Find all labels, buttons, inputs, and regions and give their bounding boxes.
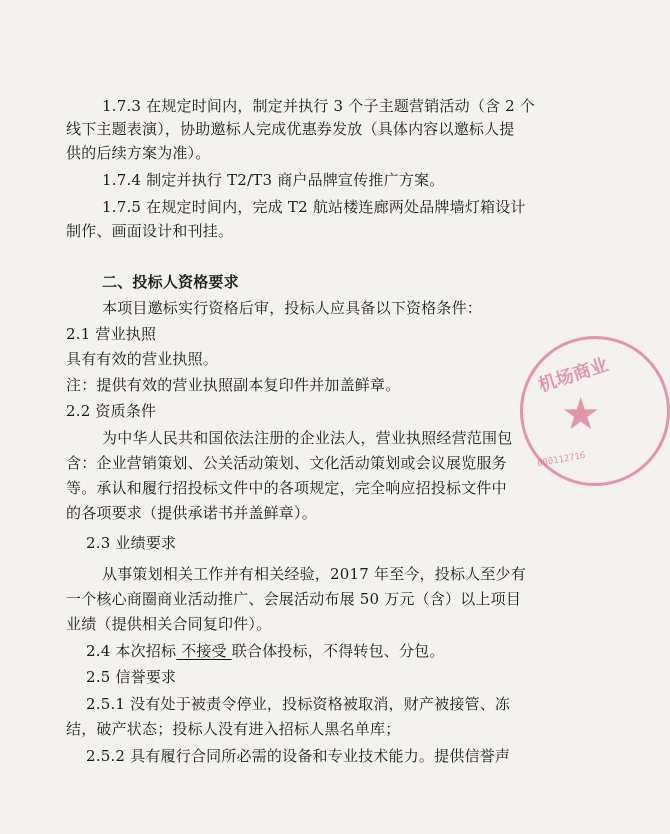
seal-star-icon: ★ xyxy=(561,389,601,440)
seal-text: 机场商业 xyxy=(535,354,611,397)
text-line: 制作、画面设计和刊挂。 xyxy=(66,222,234,240)
text-line: 结，破产状态；投标人没有进入招标人黑名单库； xyxy=(66,720,401,738)
section-heading: 二、投标人资格要求 xyxy=(102,273,239,291)
text-line: 1.7.4 制定并执行 T2/T3 商户品牌宣传推广方案。 xyxy=(102,171,445,189)
text-line: 业绩（提供相关合同复印件）。 xyxy=(66,615,272,633)
text-line: 供的后续方案为准）。 xyxy=(66,144,211,162)
text-line: 具有有效的营业执照。 xyxy=(66,350,219,368)
text-line: 为中华人民共和国依法注册的企业法人，营业执照经营范围包 xyxy=(102,429,513,447)
text-line: 1.7.3 在规定时间内，制定并执行 3 个子主题营销活动（含 2 个 xyxy=(102,97,536,115)
text-line: 的各项要求（提供承诺书并盖鲜章）。 xyxy=(66,504,317,522)
text-line: 2.2 资质条件 xyxy=(66,402,157,420)
text-line: 从事策划相关工作并有相关经验，2017 年至今，投标人至少有 xyxy=(102,565,526,583)
text-line: 2.1 营业执照 xyxy=(66,325,157,343)
text-prefix: 2.4 本次招标 xyxy=(86,642,177,660)
text-suffix: 联合体投标，不得转包、分包。 xyxy=(231,642,445,660)
text-line: 含：企业营销策划、公关活动策划、文化活动策划或会议展览服务 xyxy=(66,454,507,472)
underlined-text: 不接受 xyxy=(176,642,232,660)
text-line: 1.7.5 在规定时间内，完成 T2 航站楼连廊两处品牌墙灯箱设计 xyxy=(102,198,526,216)
text-line-2-4 xyxy=(86,641,445,661)
text-line: 2.5.2 具有履行合同所必需的设备和专业技术能力。提供信誉声 xyxy=(86,747,511,765)
text-line: 线下主题表演），协助邀标人完成优惠券发放（具体内容以邀标人提 xyxy=(66,120,515,138)
text-line: 等。承认和履行招投标文件中的各项规定，完全响应招投标文件中 xyxy=(66,479,507,497)
text-line: 一个核心商圈商业活动推广、会展活动布展 50 万元（含）以上项目 xyxy=(66,590,522,608)
text-line: 注：提供有效的营业执照副本复印件并加盖鲜章。 xyxy=(66,376,401,394)
company-seal xyxy=(520,336,670,486)
text-line: 2.5.1 没有处于被责令停业，投标资格被取消，财产被接管、冻 xyxy=(86,695,511,713)
seal-code: 000112716 xyxy=(536,450,587,470)
text-line: 2.3 业绩要求 xyxy=(86,534,177,552)
text-line: 本项目邀标实行资格后审，投标人应具备以下资格条件： xyxy=(102,299,483,317)
text-line: 2.5 信誉要求 xyxy=(86,668,177,686)
